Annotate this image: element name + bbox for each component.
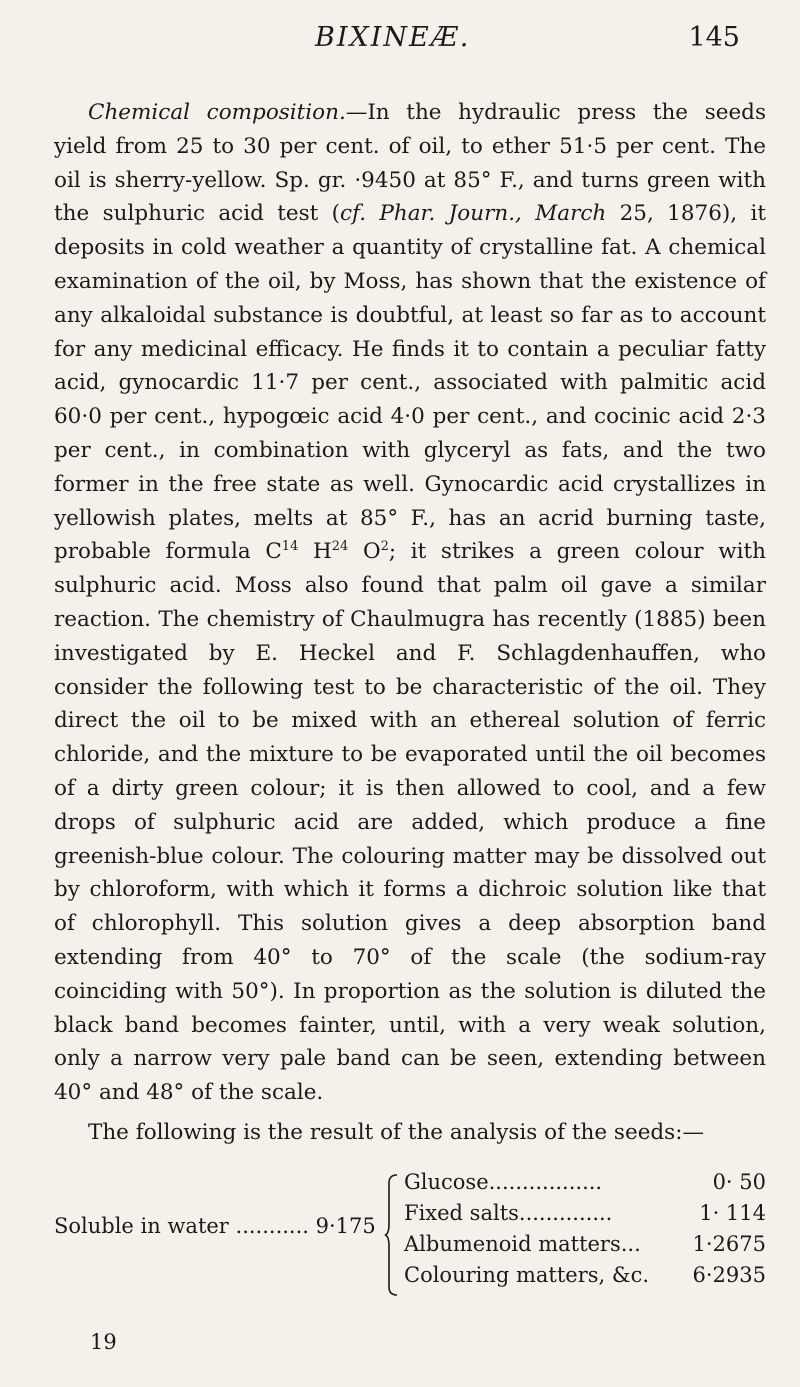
table-row <box>404 1263 766 1294</box>
row-value: 0· 50 <box>712 1170 766 1194</box>
signature-mark: 19 <box>90 1330 117 1354</box>
superscript: 2 <box>380 539 389 555</box>
table-row <box>404 1201 766 1232</box>
superscript: 24 <box>331 539 349 555</box>
citation: cf. Phar. Journ., March <box>340 201 607 227</box>
running-head <box>40 22 780 62</box>
analysis-table <box>54 1170 766 1300</box>
book-page <box>40 0 780 1387</box>
section-heading: Chemical composition. <box>88 100 346 125</box>
table-row <box>404 1170 766 1201</box>
row-value: 1· 114 <box>699 1201 766 1225</box>
soluble-label: Soluble in water ........... 9·175 <box>54 1214 376 1238</box>
paragraph-analysis-intro: The following is the result of the analysis of the seeds:— <box>88 1119 704 1145</box>
text-run: —In the hydraulic press the seeds yield from 25 to 30 per cent. of oil, to ether 51·5 per cent. The oil is sherry-yellow. Sp. gr. ·9450 at 85° F., and turns green with the sulphuric acid test ( <box>54 100 766 227</box>
row-value: 1·2675 <box>692 1232 766 1256</box>
row-name: Glucose................. <box>404 1170 603 1194</box>
body-text <box>54 96 766 1150</box>
text-run: ; it strikes a green colour with sulphuric acid. Moss also found that palm oil gave a similar reaction. The chemistry of Chaulmugra has recently (1885) been investigated by E. Heckel and F. Schlagdenhauffen, who consider the following test to be characteristic of the oil. They direct the oil to be mixed with an ethereal solution of ferric chloride, and the mixture to be evaporated until the oil becomes of a dirty green colour; it is then allowed to cool, and a few drops of sulphuric acid are added, which produce a fine greenish-blue colour. The colouring matter may be dissolved out by chloroform, with which it forms a dichroic solution like that of chlorophyll. This solution gives a deep absorption band extending from 40° to 70° of the scale (the sodium-ray coinciding with 50°). In proportion as the solution is diluted the black band becomes fainter, until, with a very weak solution, only a narrow very pale band can be seen, extending between 40° and 48° of the scale. <box>54 539 766 1106</box>
table-row <box>404 1232 766 1263</box>
brace-icon <box>384 1174 398 1296</box>
running-title: BIXINEÆ. <box>315 22 471 53</box>
text-run: H <box>298 539 332 565</box>
text-run: 25, 1876), it deposits in cold weather a quantity of crystalline fat. A chemical examination of the oil, by Moss, has shown that the existence of any alkaloidal substance is doubtful, at least so far as to account for any medicinal efficacy. He finds it to contain a peculiar fatty acid, gynocardic 11·7 per cent., associated with palmitic acid 60·0 per cent., hypogœic acid 4·0 per cent., and cocinic acid 2·3 per cent., in combination with glyceryl as fats, and the two former in the free state as well. Gynocardic acid crystallizes in yellowish plates, melts at 85° F., has an acrid burning taste, probable formula C <box>54 201 766 565</box>
row-name: Colouring matters, &c. <box>404 1263 650 1287</box>
row-name: Fixed salts.............. <box>404 1201 613 1225</box>
text-run: O <box>348 539 381 565</box>
superscript: 14 <box>281 539 299 555</box>
page-number: 145 <box>688 22 740 53</box>
analysis-rows <box>404 1170 766 1294</box>
row-name: Albumenoid matters... <box>404 1232 641 1256</box>
paragraph-chemical-composition <box>54 96 766 1110</box>
row-value: 6·2935 <box>692 1263 766 1287</box>
